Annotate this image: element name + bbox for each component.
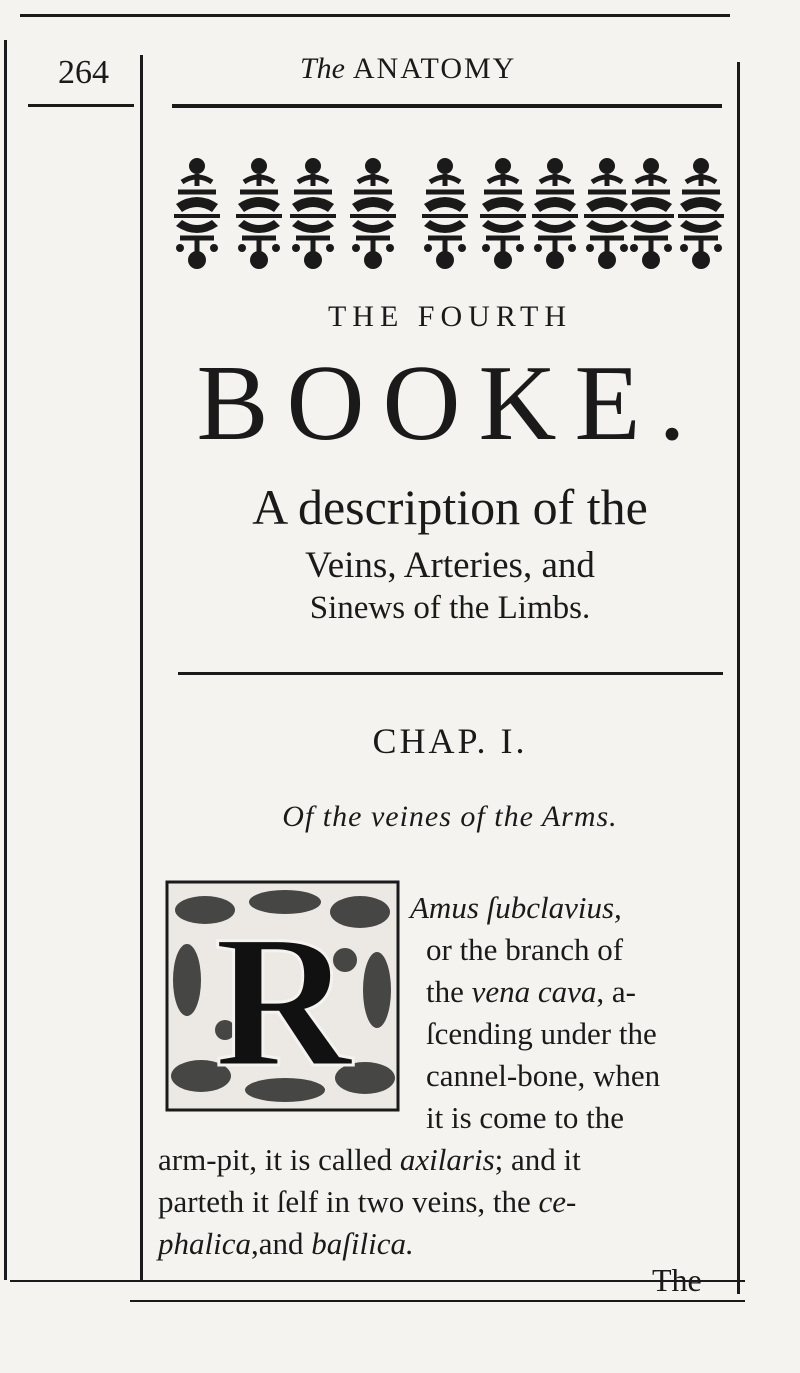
book-subtitle-line-2: Veins, Arteries, and bbox=[305, 545, 595, 586]
running-head-article: The bbox=[300, 52, 345, 85]
book-title: BOOKE. bbox=[196, 344, 704, 463]
text-line bbox=[158, 1224, 478, 1264]
text-line bbox=[426, 1014, 716, 1054]
text-line bbox=[426, 930, 716, 970]
text-run: ; and it bbox=[494, 1142, 581, 1177]
book-subtitle-line-1: A description of the bbox=[252, 479, 648, 535]
decorated-initial-icon bbox=[165, 880, 400, 1112]
book-pre-title: THE FOURTH bbox=[327, 300, 573, 333]
text-line bbox=[426, 972, 716, 1012]
italic-term: axilaris bbox=[399, 1142, 495, 1177]
text-run: ſcending under the bbox=[426, 1016, 657, 1051]
bottom-border-rule bbox=[10, 1280, 745, 1282]
text-run: or the branch of bbox=[426, 932, 624, 967]
italic-term: vena cava bbox=[471, 974, 597, 1009]
running-head bbox=[300, 52, 516, 86]
book-subtitle-line-3: Sinews of the Limbs. bbox=[309, 590, 591, 626]
text-run: it is come to the bbox=[426, 1100, 625, 1135]
text-line bbox=[426, 1098, 716, 1138]
italic-term: ce- bbox=[538, 1184, 577, 1219]
text-line bbox=[158, 1140, 716, 1180]
italic-term: baſilica. bbox=[311, 1226, 414, 1261]
chapter-title: CHAP. I. bbox=[372, 721, 528, 761]
svg-text:R: R bbox=[214, 897, 352, 1107]
page-number: 264 bbox=[58, 54, 109, 91]
text-line bbox=[158, 1182, 708, 1222]
bottom-border-rule-2 bbox=[130, 1300, 745, 1302]
italic-term: Amus ſubclavius, bbox=[410, 890, 622, 925]
top-border-rule bbox=[20, 14, 730, 17]
page-number-underline bbox=[28, 104, 134, 107]
text-run: , a- bbox=[596, 974, 637, 1009]
fleuron-band-icon bbox=[168, 152, 730, 280]
text-line bbox=[410, 888, 715, 928]
left-border-rule bbox=[4, 40, 7, 1280]
text-line bbox=[426, 1056, 716, 1096]
title-divider-rule bbox=[178, 672, 723, 675]
italic-term: phalica bbox=[158, 1226, 251, 1261]
text-run: arm-pit, it is called bbox=[158, 1142, 400, 1177]
text-run: the bbox=[426, 974, 472, 1009]
text-run: cannel-bone, when bbox=[426, 1058, 661, 1093]
margin-column-rule bbox=[140, 55, 143, 1280]
catchword: The bbox=[652, 1262, 702, 1298]
running-head-title: ANATOMY bbox=[352, 52, 517, 85]
text-run: ,and bbox=[251, 1226, 312, 1261]
text-run: parteth it ſelf in two veins, the bbox=[158, 1184, 539, 1219]
header-underline bbox=[172, 104, 722, 108]
right-border-rule bbox=[737, 62, 740, 1294]
chapter-subtitle: Of the veines of the Arms. bbox=[282, 800, 618, 833]
